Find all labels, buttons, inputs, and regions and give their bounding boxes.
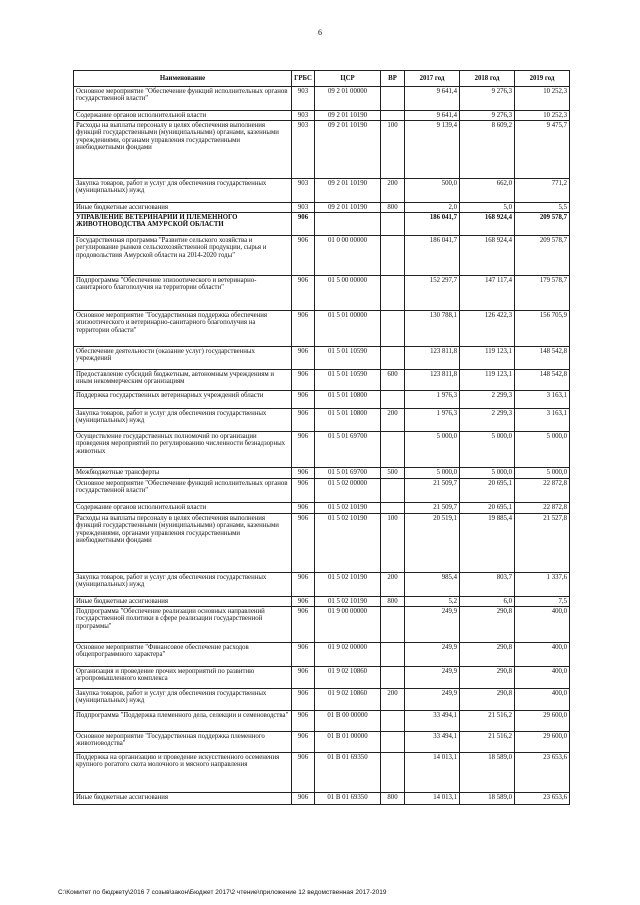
row-2018: 290,8 xyxy=(460,667,515,689)
row-csr: 01 В 01 69350 xyxy=(315,753,381,793)
row-vr xyxy=(381,347,405,370)
header-2017: 2017 год xyxy=(405,71,460,87)
table-row xyxy=(74,432,570,468)
row-name: Содержание органов исполнительной власти xyxy=(74,111,292,121)
row-2018: 9 276,3 xyxy=(460,111,515,121)
row-2017: 985,4 xyxy=(405,573,460,597)
row-2018: 5 000,0 xyxy=(460,468,515,479)
row-name: Иные бюджетные ассигнования xyxy=(74,203,292,213)
row-csr: 01 5 01 10800 xyxy=(315,391,381,409)
row-2018: 168 924,4 xyxy=(460,236,515,276)
row-vr xyxy=(381,432,405,468)
row-name: Расходы на выплаты персоналу в целях обеспечения выполнения функций государственными (муниципальными) органами, казенными учреждениями, органами управления государственными внебюджетными фондами xyxy=(74,514,292,573)
row-vr xyxy=(381,753,405,793)
table-row xyxy=(74,468,570,479)
row-2017: 14 013,1 xyxy=(405,793,460,805)
row-2018: 9 276,3 xyxy=(460,87,515,111)
row-2019: 5 000,0 xyxy=(515,432,570,468)
row-vr xyxy=(381,711,405,732)
row-name: Расходы на выплаты персоналу в целях обеспечения выполнения функций государственными (муниципальными) органами, казенными учреждениями, органами управления государственными внебюджетными фондами xyxy=(74,121,292,179)
row-2019: 400,0 xyxy=(515,643,570,667)
row-2019: 29 600,0 xyxy=(515,711,570,732)
row-csr: 01 0 00 00000 xyxy=(315,236,381,276)
row-2018: 290,8 xyxy=(460,607,515,643)
table-row xyxy=(74,347,570,370)
table-row xyxy=(74,503,570,514)
row-2017: 130 788,1 xyxy=(405,311,460,347)
row-2017: 500,0 xyxy=(405,179,460,203)
row-2018: 18 589,0 xyxy=(460,753,515,793)
row-2018: 20 695,1 xyxy=(460,503,515,514)
row-grbs: 903 xyxy=(292,179,315,203)
row-2017: 5 000,0 xyxy=(405,432,460,468)
row-grbs: 906 xyxy=(292,573,315,597)
table-row xyxy=(74,667,570,689)
table-row xyxy=(74,111,570,121)
table-row xyxy=(74,391,570,409)
row-grbs: 906 xyxy=(292,503,315,514)
row-csr: 01 5 02 10190 xyxy=(315,514,381,573)
row-2019: 7,5 xyxy=(515,597,570,607)
row-2017: 123 811,8 xyxy=(405,370,460,391)
row-grbs: 906 xyxy=(292,347,315,370)
row-2018: 803,7 xyxy=(460,573,515,597)
row-name: Иные бюджетные ассигнования xyxy=(74,793,292,805)
row-2017: 9 641,4 xyxy=(405,111,460,121)
row-vr xyxy=(381,111,405,121)
table-header-row xyxy=(74,71,570,87)
row-name: Организация и проведение прочих мероприятий по развитию агропромышленного комплекса xyxy=(74,667,292,689)
row-grbs: 906 xyxy=(292,597,315,607)
row-2019: 23 653,6 xyxy=(515,753,570,793)
row-vr xyxy=(381,213,405,236)
row-2018: 8 609,2 xyxy=(460,121,515,179)
row-grbs: 906 xyxy=(292,514,315,573)
row-csr: 01 5 02 00000 xyxy=(315,479,381,503)
row-2017: 33 494,1 xyxy=(405,732,460,753)
row-vr: 200 xyxy=(381,689,405,711)
row-2017: 5 000,0 xyxy=(405,468,460,479)
row-2019: 21 527,8 xyxy=(515,514,570,573)
row-2019: 3 163,1 xyxy=(515,391,570,409)
header-csr: ЦСР xyxy=(315,71,381,87)
row-2019: 400,0 xyxy=(515,667,570,689)
row-2019: 179 578,7 xyxy=(515,276,570,311)
row-name: Поддержка на организацию и проведение искусственного осеменения крупного рогатого скота молочного и мясного направления xyxy=(74,753,292,793)
table-row xyxy=(74,236,570,276)
row-vr xyxy=(381,276,405,311)
row-grbs: 906 xyxy=(292,276,315,311)
table-row xyxy=(74,643,570,667)
row-2018: 168 924,4 xyxy=(460,213,515,236)
row-vr xyxy=(381,732,405,753)
row-2018: 126 422,3 xyxy=(460,311,515,347)
table-row xyxy=(74,203,570,213)
row-csr: 01 В 01 00000 xyxy=(315,732,381,753)
row-vr xyxy=(381,667,405,689)
row-2018: 18 589,0 xyxy=(460,793,515,805)
row-2017: 21 509,7 xyxy=(405,479,460,503)
row-2018: 147 117,4 xyxy=(460,276,515,311)
table-row xyxy=(74,514,570,573)
row-2018: 21 516,2 xyxy=(460,732,515,753)
table-row xyxy=(74,179,570,203)
row-csr: 01 9 00 00000 xyxy=(315,607,381,643)
row-csr: 01 5 01 10590 xyxy=(315,370,381,391)
row-2017: 249,9 xyxy=(405,643,460,667)
row-2019: 10 252,3 xyxy=(515,111,570,121)
row-2019: 29 600,0 xyxy=(515,732,570,753)
table-row xyxy=(74,479,570,503)
row-grbs: 903 xyxy=(292,121,315,179)
row-2017: 186 041,7 xyxy=(405,236,460,276)
row-2019: 148 542,8 xyxy=(515,370,570,391)
row-name: Содержание органов исполнительной власти xyxy=(74,503,292,514)
row-2019: 771,2 xyxy=(515,179,570,203)
row-csr: 01 9 02 00000 xyxy=(315,643,381,667)
row-name: Предоставление субсидий бюджетным, автономным учреждениям и иным некоммерческим организациям xyxy=(74,370,292,391)
row-vr xyxy=(381,479,405,503)
table-row xyxy=(74,753,570,793)
table-row xyxy=(74,87,570,111)
row-name: Подпрограмма "Обеспечение реализации основных направлений государственной политики в сфере реализации государственной программы" xyxy=(74,607,292,643)
row-vr: 500 xyxy=(381,468,405,479)
row-vr xyxy=(381,643,405,667)
row-2019: 22 872,8 xyxy=(515,503,570,514)
row-vr: 100 xyxy=(381,121,405,179)
row-2017: 20 519,1 xyxy=(405,514,460,573)
row-2017: 14 013,1 xyxy=(405,753,460,793)
row-csr: 01 9 02 10860 xyxy=(315,689,381,711)
row-grbs: 903 xyxy=(292,87,315,111)
row-csr: 09 2 01 10190 xyxy=(315,121,381,179)
row-name: Закупка товаров, работ и услуг для обеспечения государственных (муниципальных) нужд xyxy=(74,573,292,597)
row-csr: 01 5 02 10190 xyxy=(315,573,381,597)
table-row xyxy=(74,793,570,805)
row-grbs: 906 xyxy=(292,479,315,503)
row-grbs: 906 xyxy=(292,432,315,468)
row-csr: 01 9 02 10860 xyxy=(315,667,381,689)
row-2018: 6,0 xyxy=(460,597,515,607)
row-grbs: 906 xyxy=(292,643,315,667)
row-2019: 9 475,7 xyxy=(515,121,570,179)
row-vr: 100 xyxy=(381,514,405,573)
row-grbs: 903 xyxy=(292,111,315,121)
row-2017: 9 139,4 xyxy=(405,121,460,179)
row-csr xyxy=(315,213,381,236)
header-vr: ВР xyxy=(381,71,405,87)
row-2017: 123 811,8 xyxy=(405,347,460,370)
row-grbs: 906 xyxy=(292,711,315,732)
page-number: 6 xyxy=(318,28,322,37)
row-csr: 01 5 01 00000 xyxy=(315,311,381,347)
row-name: Основное мероприятие "Государственная поддержка племенного животноводства" xyxy=(74,732,292,753)
row-name: Подпрограмма "Обеспечение эпизоотического и ветеринарно-санитарного благополучия на территории области" xyxy=(74,276,292,311)
table-row xyxy=(74,276,570,311)
row-2017: 249,9 xyxy=(405,607,460,643)
row-2019: 148 542,8 xyxy=(515,347,570,370)
row-grbs: 906 xyxy=(292,391,315,409)
row-name: Основное мероприятие "Обеспечение функций исполнительных органов государственной власти" xyxy=(74,87,292,111)
row-2019: 5 000,0 xyxy=(515,468,570,479)
row-csr: 01 5 01 10800 xyxy=(315,409,381,432)
row-2019: 209 578,7 xyxy=(515,236,570,276)
header-2019: 2019 год xyxy=(515,71,570,87)
row-csr: 01 В 01 69350 xyxy=(315,793,381,805)
row-2017: 2,0 xyxy=(405,203,460,213)
row-2017: 186 041,7 xyxy=(405,213,460,236)
row-grbs: 906 xyxy=(292,753,315,793)
row-csr: 01 5 01 10590 xyxy=(315,347,381,370)
row-2018: 119 123,1 xyxy=(460,370,515,391)
row-csr: 01 5 02 10190 xyxy=(315,597,381,607)
row-vr: 200 xyxy=(381,409,405,432)
row-2018: 5,0 xyxy=(460,203,515,213)
row-2019: 3 163,1 xyxy=(515,409,570,432)
row-vr xyxy=(381,391,405,409)
table-body xyxy=(74,87,570,805)
row-name: Иные бюджетные ассигнования xyxy=(74,597,292,607)
row-name: Поддержка государственных ветеринарных учреждений области xyxy=(74,391,292,409)
row-name: Закупка товаров, работ и услуг для обеспечения государственных (муниципальных) нужд xyxy=(74,179,292,203)
row-2019: 156 705,9 xyxy=(515,311,570,347)
table-row xyxy=(74,597,570,607)
row-2019: 400,0 xyxy=(515,607,570,643)
row-2017: 5,2 xyxy=(405,597,460,607)
row-name: Закупка товаров, работ и услуг для обеспечения государственных (муниципальных) нужд xyxy=(74,689,292,711)
row-grbs: 906 xyxy=(292,370,315,391)
row-vr: 200 xyxy=(381,573,405,597)
row-vr xyxy=(381,311,405,347)
row-csr: 01 5 01 69700 xyxy=(315,432,381,468)
row-2019: 10 252,3 xyxy=(515,87,570,111)
row-name: Государственная программа "Развитие сельского хозяйства и регулирование рынков сельскохозяйственной продукции, сырья и продовольствия Амурской области на 2014-2020 годы" xyxy=(74,236,292,276)
row-name: Обеспечение деятельности (оказание услуг) государственных учреждений xyxy=(74,347,292,370)
row-name: Подпрограмма "Поддержка племенного дела, селекции и семеноводства" xyxy=(74,711,292,732)
row-csr: 09 2 01 00000 xyxy=(315,87,381,111)
table-row xyxy=(74,607,570,643)
row-grbs: 906 xyxy=(292,468,315,479)
row-vr: 200 xyxy=(381,179,405,203)
table-row xyxy=(74,213,570,236)
row-vr: 800 xyxy=(381,793,405,805)
row-2018: 2 299,3 xyxy=(460,391,515,409)
row-2017: 1 976,3 xyxy=(405,391,460,409)
row-name: Основное мероприятие "Финансовое обеспечение расходов общепрограммного характера" xyxy=(74,643,292,667)
table-row xyxy=(74,573,570,597)
row-vr xyxy=(381,236,405,276)
row-2019: 1 337,6 xyxy=(515,573,570,597)
row-2017: 9 641,4 xyxy=(405,87,460,111)
row-name: Закупка товаров, работ и услуг для обеспечения государственных (муниципальных) нужд xyxy=(74,409,292,432)
row-csr: 09 2 01 10190 xyxy=(315,179,381,203)
row-grbs: 906 xyxy=(292,793,315,805)
row-name: УПРАВЛЕНИЕ ВЕТЕРИНАРИИ И ПЛЕМЕННОГО ЖИВОТНОВОДСТВА АМУРСКОЙ ОБЛАСТИ xyxy=(74,213,292,236)
table-row xyxy=(74,409,570,432)
row-name: Межбюджетные трансферты xyxy=(74,468,292,479)
row-2019: 400,0 xyxy=(515,689,570,711)
row-csr: 09 2 01 10190 xyxy=(315,111,381,121)
row-name: Основное мероприятие "Обеспечение функций исполнительных органов государственной власти" xyxy=(74,479,292,503)
row-2018: 20 695,1 xyxy=(460,479,515,503)
row-2017: 249,9 xyxy=(405,667,460,689)
row-grbs: 906 xyxy=(292,689,315,711)
row-vr xyxy=(381,503,405,514)
row-2018: 290,8 xyxy=(460,643,515,667)
row-grbs: 906 xyxy=(292,311,315,347)
row-csr: 01 5 02 10190 xyxy=(315,503,381,514)
row-vr xyxy=(381,607,405,643)
row-grbs: 906 xyxy=(292,409,315,432)
row-csr: 01 5 00 00000 xyxy=(315,276,381,311)
row-vr: 600 xyxy=(381,370,405,391)
row-vr xyxy=(381,87,405,111)
row-2018: 21 516,2 xyxy=(460,711,515,732)
row-2018: 119 123,1 xyxy=(460,347,515,370)
table-row xyxy=(74,689,570,711)
row-name: Осуществление государственных полномочий по организации проведения мероприятий по регулированию численности безнадзорных животных xyxy=(74,432,292,468)
row-2017: 21 509,7 xyxy=(405,503,460,514)
header-2018: 2018 год xyxy=(460,71,515,87)
row-2019: 22 872,8 xyxy=(515,479,570,503)
row-2018: 290,8 xyxy=(460,689,515,711)
row-grbs: 906 xyxy=(292,236,315,276)
row-2018: 2 299,3 xyxy=(460,409,515,432)
header-name: Наименование xyxy=(74,71,292,87)
row-grbs: 903 xyxy=(292,203,315,213)
table-row xyxy=(74,370,570,391)
row-name: Основное мероприятие "Государственная поддержка обеспечения эпизоотического и ветеринарно-санитарного благополучия на территории области" xyxy=(74,311,292,347)
row-2018: 662,0 xyxy=(460,179,515,203)
row-2018: 5 000,0 xyxy=(460,432,515,468)
row-2017: 33 494,1 xyxy=(405,711,460,732)
header-grbs: ГРБС xyxy=(292,71,315,87)
row-vr: 800 xyxy=(381,203,405,213)
row-grbs: 906 xyxy=(292,213,315,236)
row-csr: 01 В 00 00000 xyxy=(315,711,381,732)
row-2018: 19 885,4 xyxy=(460,514,515,573)
row-grbs: 906 xyxy=(292,607,315,643)
row-csr: 01 5 01 69700 xyxy=(315,468,381,479)
row-vr: 800 xyxy=(381,597,405,607)
row-2017: 152 297,7 xyxy=(405,276,460,311)
footer-file-path: C:\Комитет по бюджету\2016 7 созыв\закон\Бюджет 2017\2 чтение\приложение 12 ведомственная 2017-2019 xyxy=(58,889,387,896)
row-2019: 23 653,6 xyxy=(515,793,570,805)
table-row xyxy=(74,121,570,179)
row-2017: 249,9 xyxy=(405,689,460,711)
table-row xyxy=(74,311,570,347)
table-row xyxy=(74,732,570,753)
table-row xyxy=(74,711,570,732)
budget-table xyxy=(73,70,570,805)
row-grbs: 906 xyxy=(292,667,315,689)
row-csr: 09 2 01 10190 xyxy=(315,203,381,213)
row-2019: 5,5 xyxy=(515,203,570,213)
row-grbs: 906 xyxy=(292,732,315,753)
row-2017: 1 976,3 xyxy=(405,409,460,432)
row-2019: 209 578,7 xyxy=(515,213,570,236)
